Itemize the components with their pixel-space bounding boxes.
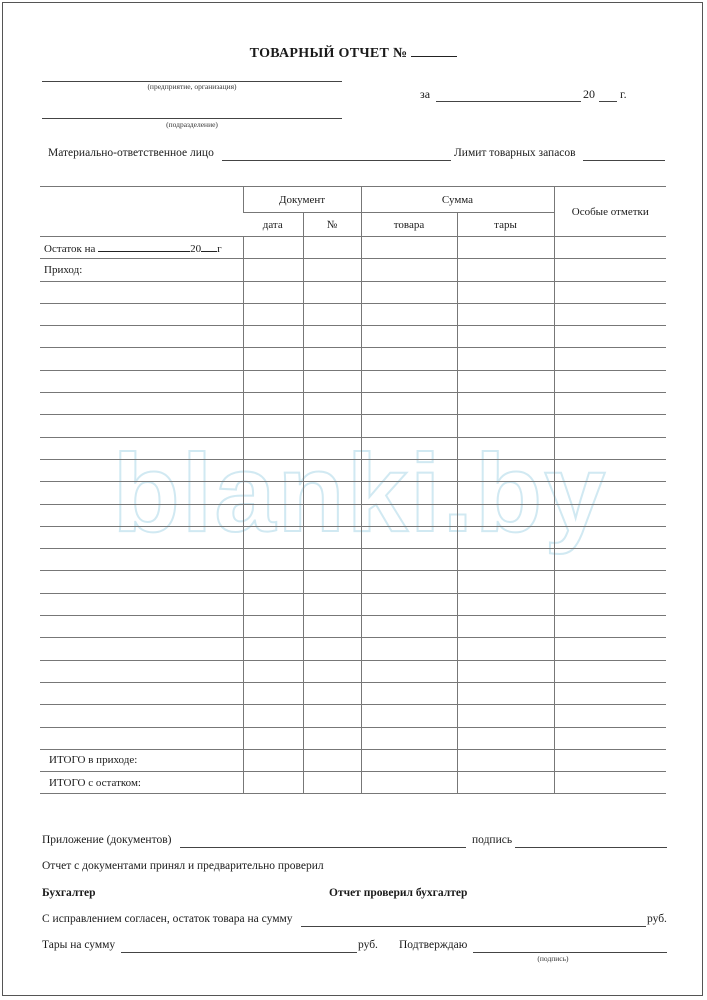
confirm-label: Подтверждаю	[399, 939, 468, 951]
table-cell[interactable]	[361, 682, 457, 704]
table-cell[interactable]	[554, 303, 666, 325]
table-cell[interactable]	[457, 370, 554, 392]
table-cell[interactable]	[303, 259, 361, 281]
table-cell[interactable]	[554, 459, 666, 481]
table-cell[interactable]	[457, 616, 554, 638]
table-cell[interactable]	[554, 638, 666, 660]
checked-label: Отчет проверил бухгалтер	[329, 887, 468, 899]
table-cell[interactable]	[40, 682, 243, 704]
header-blank-cell	[40, 187, 243, 237]
table-cell[interactable]	[457, 259, 554, 281]
table-cell[interactable]	[361, 415, 457, 437]
table-cell[interactable]	[303, 437, 361, 459]
table-cell[interactable]	[243, 393, 303, 415]
table-cell[interactable]	[554, 504, 666, 526]
table-cell[interactable]	[303, 616, 361, 638]
table-cell[interactable]	[40, 415, 243, 437]
table-cell[interactable]	[554, 370, 666, 392]
signature-label: подпись	[472, 834, 513, 846]
table-cell[interactable]	[554, 549, 666, 571]
table-cell[interactable]	[361, 482, 457, 504]
table-row	[40, 370, 666, 392]
table-row	[40, 593, 666, 615]
table-cell[interactable]	[243, 526, 303, 548]
table-cell[interactable]	[457, 727, 554, 749]
table-cell[interactable]	[243, 459, 303, 481]
table-cell[interactable]	[303, 727, 361, 749]
agree-rub: руб.	[647, 913, 667, 925]
table-cell[interactable]	[361, 772, 457, 794]
table-cell[interactable]	[40, 727, 243, 749]
table-row	[40, 705, 666, 727]
tare-label: Тары на сумму	[42, 939, 116, 951]
table-cell[interactable]	[554, 526, 666, 548]
income-label: Приход:	[40, 259, 243, 281]
table-cell[interactable]	[361, 616, 457, 638]
table-cell[interactable]	[554, 616, 666, 638]
table-cell[interactable]	[243, 237, 303, 259]
table-cell[interactable]	[457, 237, 554, 259]
table-cell[interactable]	[40, 281, 243, 303]
signature-line[interactable]	[515, 847, 667, 848]
table-cell[interactable]	[40, 459, 243, 481]
table-cell[interactable]	[40, 303, 243, 325]
department-line[interactable]	[42, 118, 342, 119]
header-notes: Особые отметки	[554, 187, 666, 237]
table-cell[interactable]	[40, 482, 243, 504]
table-row	[40, 616, 666, 638]
table-cell[interactable]	[457, 504, 554, 526]
department-caption: (подразделение)	[166, 120, 218, 129]
table-cell[interactable]	[457, 772, 554, 794]
table-cell[interactable]	[303, 393, 361, 415]
table-row	[40, 303, 666, 325]
table-cell[interactable]	[303, 638, 361, 660]
table-cell[interactable]	[243, 638, 303, 660]
table-cell[interactable]	[40, 437, 243, 459]
table-cell[interactable]	[457, 415, 554, 437]
attachment-line[interactable]	[180, 847, 466, 848]
table-cell[interactable]	[554, 772, 666, 794]
table-row	[40, 348, 666, 370]
table-cell[interactable]	[554, 705, 666, 727]
watermark: blanki.by	[112, 432, 608, 555]
total-income-label: ИТОГО в приходе:	[40, 749, 243, 771]
total-income-row	[40, 749, 666, 771]
table-cell[interactable]	[303, 682, 361, 704]
table-cell[interactable]	[243, 571, 303, 593]
table-cell[interactable]	[243, 281, 303, 303]
header-document: Документ	[243, 187, 361, 213]
table-cell[interactable]	[361, 549, 457, 571]
table-cell[interactable]	[361, 370, 457, 392]
confirm-signature-caption: (подпись)	[537, 954, 569, 963]
table-row	[40, 437, 666, 459]
table-row	[40, 393, 666, 415]
table-cell[interactable]	[457, 682, 554, 704]
table-cell[interactable]	[361, 281, 457, 303]
table-cell[interactable]	[243, 727, 303, 749]
table-cell[interactable]	[554, 682, 666, 704]
table-cell[interactable]	[457, 348, 554, 370]
confirm-signature-line[interactable]	[473, 952, 667, 953]
table-cell[interactable]	[554, 348, 666, 370]
table-cell[interactable]	[554, 259, 666, 281]
table-cell[interactable]	[303, 415, 361, 437]
total-balance-row	[40, 772, 666, 794]
agree-sum-line[interactable]	[301, 926, 646, 927]
table-cell[interactable]	[303, 459, 361, 481]
table-cell[interactable]	[361, 660, 457, 682]
table-row	[40, 638, 666, 660]
table-body	[40, 237, 666, 750]
table-cell[interactable]	[457, 482, 554, 504]
limit-line[interactable]	[583, 160, 665, 161]
table-cell[interactable]	[457, 660, 554, 682]
period-line[interactable]	[436, 101, 581, 102]
report-number-field[interactable]	[411, 44, 457, 57]
table-cell[interactable]	[554, 727, 666, 749]
table-cell[interactable]	[554, 482, 666, 504]
table-cell[interactable]	[303, 504, 361, 526]
table-cell[interactable]	[457, 593, 554, 615]
table-cell[interactable]	[243, 616, 303, 638]
form-title	[0, 44, 707, 62]
table-cell[interactable]	[554, 593, 666, 615]
table-cell[interactable]	[40, 593, 243, 615]
accountant-label: Бухгалтер	[42, 887, 96, 899]
table-cell[interactable]	[361, 237, 457, 259]
balance-label: Остаток на	[44, 242, 96, 255]
table-row	[40, 504, 666, 526]
table-row	[40, 571, 666, 593]
balance-year-line[interactable]	[201, 241, 217, 252]
tare-sum-line[interactable]	[121, 952, 357, 953]
table-cell[interactable]	[361, 571, 457, 593]
table-cell[interactable]	[457, 437, 554, 459]
table-cell[interactable]	[457, 393, 554, 415]
table-cell[interactable]	[243, 259, 303, 281]
table-cell[interactable]	[40, 348, 243, 370]
table-cell[interactable]	[40, 660, 243, 682]
table-cell[interactable]	[361, 593, 457, 615]
table-cell[interactable]	[303, 571, 361, 593]
table-cell[interactable]	[554, 660, 666, 682]
balance-row	[40, 237, 666, 259]
table-cell[interactable]	[457, 705, 554, 727]
table-cell[interactable]	[554, 571, 666, 593]
report-table	[40, 186, 666, 794]
limit-label: Лимит товарных запасов	[454, 147, 576, 159]
table-cell[interactable]	[243, 749, 303, 771]
header-number: №	[303, 213, 361, 237]
table-cell[interactable]	[40, 526, 243, 548]
table-cell[interactable]	[361, 303, 457, 325]
table-cell[interactable]	[243, 348, 303, 370]
table-cell[interactable]	[457, 638, 554, 660]
organization-caption: (предприятие, организация)	[147, 82, 237, 91]
table-cell[interactable]	[243, 437, 303, 459]
table-cell[interactable]	[457, 326, 554, 348]
table-cell[interactable]	[554, 237, 666, 259]
table-cell[interactable]	[40, 638, 243, 660]
table-row	[40, 281, 666, 303]
responsible-line[interactable]	[222, 160, 451, 161]
table-cell[interactable]	[243, 370, 303, 392]
table-cell[interactable]	[243, 415, 303, 437]
table-cell[interactable]	[243, 549, 303, 571]
table-cell[interactable]	[361, 727, 457, 749]
table-cell[interactable]	[361, 638, 457, 660]
table-cell[interactable]	[457, 303, 554, 325]
table-cell[interactable]	[303, 370, 361, 392]
table-cell[interactable]	[303, 348, 361, 370]
table-row	[40, 459, 666, 481]
table-cell[interactable]	[303, 482, 361, 504]
table-cell[interactable]	[303, 549, 361, 571]
table-cell[interactable]	[554, 393, 666, 415]
total-balance-label: ИТОГО с остатком:	[40, 772, 243, 794]
table-cell[interactable]	[303, 772, 361, 794]
table-cell[interactable]	[457, 281, 554, 303]
table-cell[interactable]	[40, 504, 243, 526]
table-cell[interactable]	[361, 459, 457, 481]
table-cell[interactable]	[40, 616, 243, 638]
table-cell[interactable]	[243, 705, 303, 727]
header-goods: товара	[361, 213, 457, 237]
table-cell[interactable]	[303, 593, 361, 615]
table-row	[40, 482, 666, 504]
period-year-line[interactable]	[599, 101, 617, 102]
accepted-text: Отчет с документами принял и предварительно проверил	[42, 860, 324, 872]
table-cell[interactable]	[303, 237, 361, 259]
table-cell[interactable]	[457, 526, 554, 548]
table-cell[interactable]	[303, 281, 361, 303]
balance-date-line[interactable]	[98, 241, 190, 252]
table-row	[40, 549, 666, 571]
header-tare: тары	[457, 213, 554, 237]
table-cell[interactable]	[303, 660, 361, 682]
table-cell[interactable]	[40, 393, 243, 415]
table-cell[interactable]	[243, 772, 303, 794]
attachment-label: Приложение (документов)	[42, 834, 172, 846]
table-cell[interactable]	[457, 749, 554, 771]
table-cell[interactable]	[303, 526, 361, 548]
table-cell[interactable]	[40, 571, 243, 593]
header-date: дата	[243, 213, 303, 237]
table-cell[interactable]	[40, 705, 243, 727]
header-sum: Сумма	[361, 187, 554, 213]
table-cell[interactable]	[457, 571, 554, 593]
table-row	[40, 660, 666, 682]
table-cell[interactable]	[243, 326, 303, 348]
table-cell[interactable]	[243, 682, 303, 704]
table-cell[interactable]	[554, 437, 666, 459]
table-cell[interactable]	[40, 370, 243, 392]
table-cell[interactable]	[361, 526, 457, 548]
table-cell[interactable]	[457, 549, 554, 571]
table-cell[interactable]	[40, 549, 243, 571]
table-row	[40, 727, 666, 749]
table-row	[40, 415, 666, 437]
table-cell[interactable]	[361, 437, 457, 459]
income-row	[40, 259, 666, 281]
table-cell[interactable]	[361, 705, 457, 727]
table-cell[interactable]	[243, 303, 303, 325]
table-cell[interactable]	[303, 326, 361, 348]
table-cell[interactable]	[243, 593, 303, 615]
table-cell[interactable]	[361, 348, 457, 370]
responsible-label: Материально-ответственное лицо	[48, 147, 214, 159]
balance-suffix: г	[217, 242, 222, 255]
table-cell[interactable]	[361, 326, 457, 348]
balance-label-cell	[40, 237, 243, 259]
table-cell[interactable]	[303, 303, 361, 325]
table-cell[interactable]	[361, 749, 457, 771]
table-row	[40, 526, 666, 548]
table-cell[interactable]	[554, 281, 666, 303]
table-cell[interactable]	[361, 504, 457, 526]
table-cell[interactable]	[243, 660, 303, 682]
table-cell[interactable]	[554, 326, 666, 348]
table-cell[interactable]	[361, 393, 457, 415]
balance-year: 20	[190, 242, 202, 255]
period-suffix: г.	[620, 87, 627, 101]
table-cell[interactable]	[554, 749, 666, 771]
table-cell[interactable]	[303, 705, 361, 727]
table-row	[40, 326, 666, 348]
table-cell[interactable]	[40, 326, 243, 348]
form-title-text: ТОВАРНЫЙ ОТЧЕТ №	[249, 46, 408, 61]
agree-text: С исправлением согласен, остаток товара на сумму	[42, 913, 293, 925]
table-row	[40, 682, 666, 704]
table-cell[interactable]	[243, 504, 303, 526]
table-cell[interactable]	[361, 259, 457, 281]
period-year: 20	[583, 87, 595, 101]
table-cell[interactable]	[243, 482, 303, 504]
table-cell[interactable]	[554, 415, 666, 437]
period-prefix: за	[420, 87, 431, 101]
table-cell[interactable]	[457, 459, 554, 481]
table-cell[interactable]	[303, 749, 361, 771]
tare-rub: руб.	[358, 939, 378, 951]
